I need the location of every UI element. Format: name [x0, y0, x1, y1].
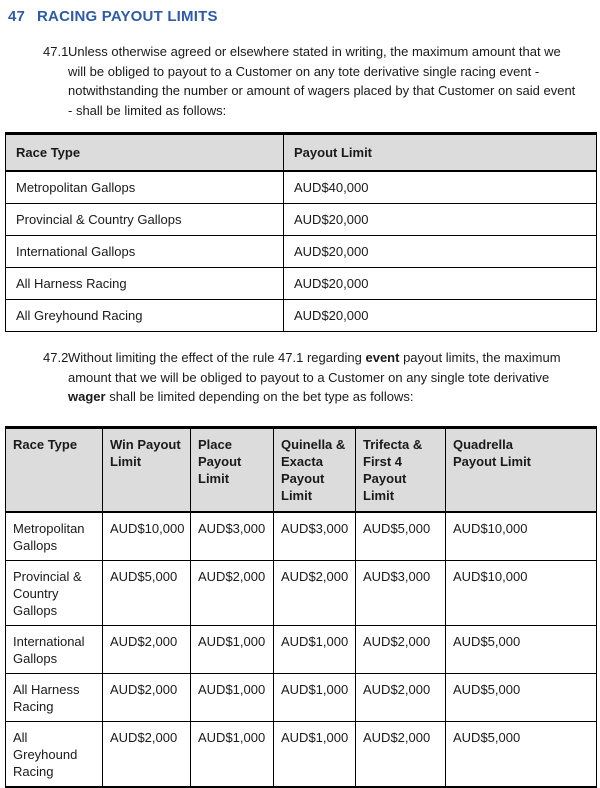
- quinella-exacta-limit-cell: AUD$1,000: [274, 673, 356, 721]
- payout-limit-cell: AUD$20,000: [284, 204, 597, 236]
- trifecta-first4-limit-cell: AUD$3,000: [356, 560, 446, 625]
- place-limit-cell: AUD$1,000: [191, 625, 274, 673]
- event-payout-limits-table: [5, 132, 597, 332]
- section-title: RACING PAYOUT LIMITS: [37, 8, 218, 25]
- document-page: [0, 8, 600, 788]
- clause-number: 47.1: [43, 44, 69, 59]
- table-header-row: [6, 427, 597, 512]
- quinella-exacta-limit-cell: AUD$3,000: [274, 512, 356, 561]
- clause-bold-event: event: [365, 350, 400, 365]
- race-type-cell: All Greyhound Racing: [6, 300, 284, 332]
- column-header-race-type: Race Type: [6, 134, 284, 172]
- race-type-cell: Provincial & Country Gallops: [6, 560, 103, 625]
- place-limit-cell: AUD$3,000: [191, 512, 274, 561]
- column-header-quadrella-payout: Quadrella Payout Limit: [446, 427, 597, 512]
- column-header-race-type: Race Type: [6, 427, 103, 512]
- payout-limit-cell: AUD$20,000: [284, 236, 597, 268]
- quadrella-limit-cell: AUD$5,000: [446, 625, 597, 673]
- table-row: [6, 236, 597, 268]
- quadrella-limit-cell: AUD$10,000: [446, 560, 597, 625]
- clause-text: Unless otherwise agreed or elsewhere stated in writing, the maximum amount that we will be obliged to payout to a Customer on any tote derivative single racing event - notwithstanding the number or amount of wagers placed by that Customer on said event - shall be limited as follows:: [68, 44, 576, 118]
- clause-text-part: shall be limited depending on the bet type as follows:: [105, 389, 414, 404]
- race-type-cell: All Greyhound Racing: [6, 721, 103, 787]
- table-row: [6, 300, 597, 332]
- clause-47-2: [43, 348, 600, 407]
- table-row: [6, 512, 597, 561]
- trifecta-first4-limit-cell: AUD$2,000: [356, 721, 446, 787]
- race-type-cell: Metropolitan Gallops: [6, 512, 103, 561]
- section-heading: [8, 8, 600, 25]
- trifecta-first4-limit-cell: AUD$2,000: [356, 625, 446, 673]
- payout-limit-cell: AUD$20,000: [284, 300, 597, 332]
- table-row: [6, 171, 597, 204]
- table-row: [6, 560, 597, 625]
- table-row: [6, 204, 597, 236]
- quadrella-limit-cell: AUD$5,000: [446, 673, 597, 721]
- trifecta-first4-limit-cell: AUD$5,000: [356, 512, 446, 561]
- column-header-payout-limit: Payout Limit: [284, 134, 597, 172]
- clause-text-part: Without limiting the effect of the rule 47.1 regarding: [68, 350, 366, 365]
- win-limit-cell: AUD$5,000: [103, 560, 191, 625]
- table-row: [6, 673, 597, 721]
- quinella-exacta-limit-cell: AUD$2,000: [274, 560, 356, 625]
- race-type-cell: Metropolitan Gallops: [6, 171, 284, 204]
- place-limit-cell: AUD$1,000: [191, 673, 274, 721]
- race-type-cell: Provincial & Country Gallops: [6, 204, 284, 236]
- clause-text-part: payout limits, the maximum amount that we will be obliged to payout to a Customer on any single tote derivative: [68, 350, 561, 385]
- clause-text: [68, 348, 580, 407]
- race-type-cell: All Harness Racing: [6, 673, 103, 721]
- column-header-quinella-exacta-payout: Quinella & Exacta Payout Limit: [274, 427, 356, 512]
- race-type-cell: International Gallops: [6, 625, 103, 673]
- quadrella-limit-cell: AUD$10,000: [446, 512, 597, 561]
- clause-bold-wager: wager: [68, 389, 106, 404]
- quinella-exacta-limit-cell: AUD$1,000: [274, 721, 356, 787]
- clause-47-1: [43, 42, 600, 120]
- table-header-row: [6, 134, 597, 172]
- wager-payout-limits-table: [5, 426, 597, 788]
- win-limit-cell: AUD$2,000: [103, 625, 191, 673]
- race-type-cell: All Harness Racing: [6, 268, 284, 300]
- trifecta-first4-limit-cell: AUD$2,000: [356, 673, 446, 721]
- quadrella-limit-cell: AUD$5,000: [446, 721, 597, 787]
- clause-number: 47.2: [43, 350, 69, 365]
- table-row: [6, 268, 597, 300]
- race-type-cell: International Gallops: [6, 236, 284, 268]
- payout-limit-cell: AUD$20,000: [284, 268, 597, 300]
- column-header-place-payout: Place Payout Limit: [191, 427, 274, 512]
- column-header-trifecta-first4-payout: Trifecta & First 4 Payout Limit: [356, 427, 446, 512]
- win-limit-cell: AUD$2,000: [103, 721, 191, 787]
- payout-limit-cell: AUD$40,000: [284, 171, 597, 204]
- place-limit-cell: AUD$2,000: [191, 560, 274, 625]
- win-limit-cell: AUD$2,000: [103, 673, 191, 721]
- place-limit-cell: AUD$1,000: [191, 721, 274, 787]
- quinella-exacta-limit-cell: AUD$1,000: [274, 625, 356, 673]
- table-row: [6, 721, 597, 787]
- win-limit-cell: AUD$10,000: [103, 512, 191, 561]
- section-number: 47: [8, 8, 26, 25]
- table-row: [6, 625, 597, 673]
- column-header-win-payout: Win Payout Limit: [103, 427, 191, 512]
